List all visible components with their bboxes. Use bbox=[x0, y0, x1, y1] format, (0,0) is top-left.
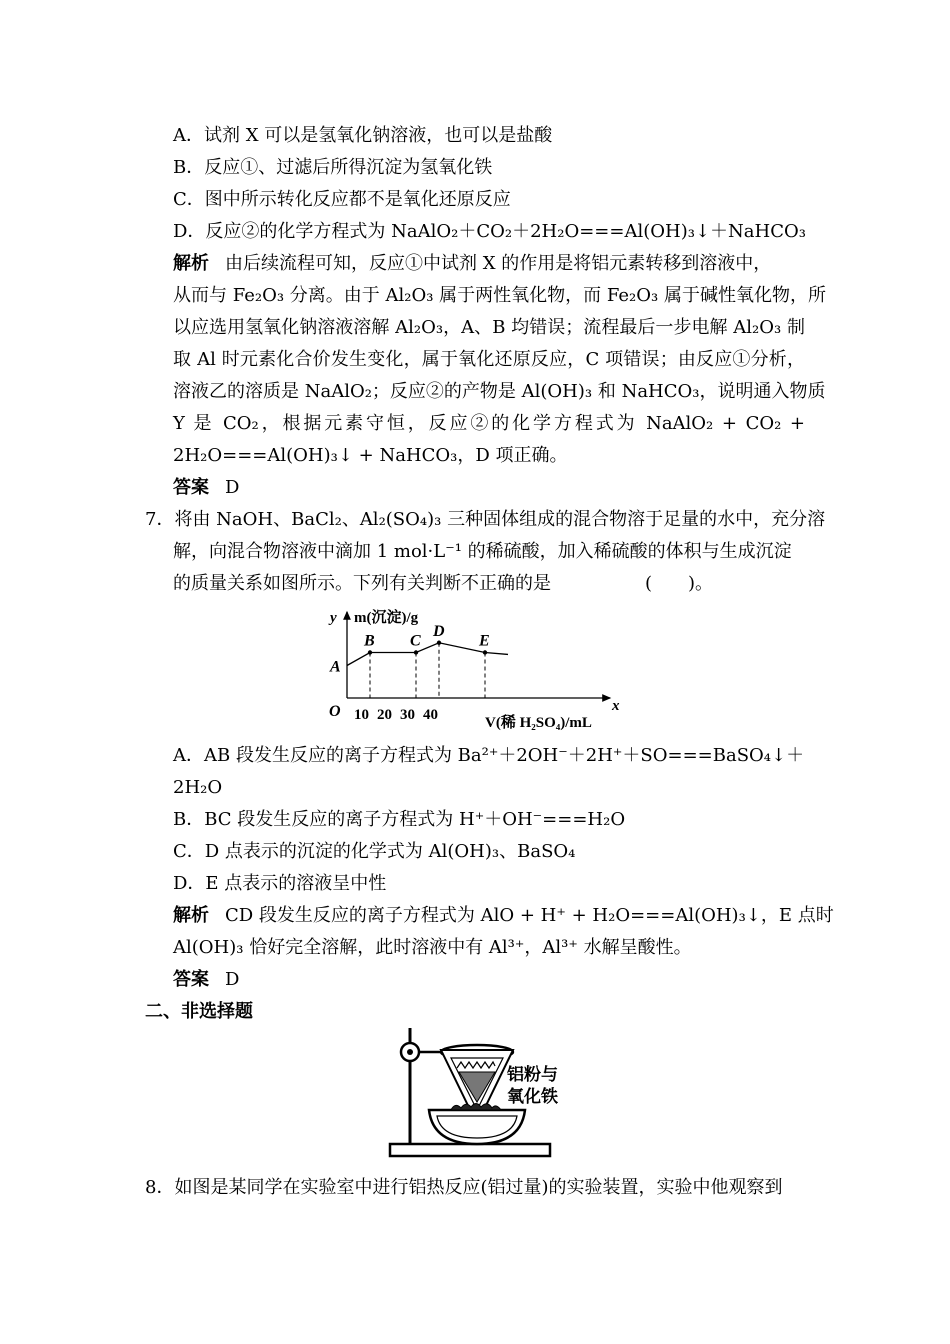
x-axis-label: V(稀 H₂SO₄)/mL bbox=[485, 715, 592, 731]
answer-line bbox=[173, 967, 239, 993]
point-label: B bbox=[364, 632, 375, 650]
option-c: C．图中所示转化反应都不是氧化还原反应 bbox=[173, 189, 511, 210]
data-point bbox=[368, 650, 372, 654]
sand bbox=[451, 1104, 501, 1111]
point-label: C bbox=[410, 632, 421, 650]
apparatus-label: 铝粉与 bbox=[507, 1065, 558, 1084]
point-label: A bbox=[330, 658, 341, 676]
analysis-line: 取 Al 时元素化合价发生变化，属于氧化还原反应，C 项错误；由反应①分析， bbox=[173, 349, 805, 370]
question-8-stem: 8．如图是某同学在实验室中进行铝热反应(铝过量)的实验装置，实验中他观察到 bbox=[145, 1177, 783, 1198]
option-c: C．D 点表示的沉淀的化学式为 Al(OH)₃、BaSO₄ bbox=[173, 841, 576, 862]
option-b: B．反应①、过滤后所得沉淀为氢氧化铁 bbox=[173, 157, 493, 178]
x-tick-label: 20 bbox=[377, 707, 392, 723]
apparatus-label: 氧化铁 bbox=[507, 1087, 558, 1106]
analysis-label: 解析 bbox=[173, 905, 209, 926]
precipitate-chart bbox=[320, 600, 630, 732]
point-label: D bbox=[433, 622, 445, 640]
answer-label: 答案 bbox=[173, 969, 209, 990]
analysis-line bbox=[173, 903, 834, 929]
option-a-cont: 2H₂O bbox=[173, 777, 223, 798]
data-points bbox=[329, 623, 490, 698]
analysis-line: 从而与 Fe₂O₃ 分离。由于 Al₂O₃ 属于两性氧化物，而 Fe₂O₃ 属于碱性氧化物，所 bbox=[173, 285, 826, 306]
x-tick-label: 10 bbox=[354, 707, 369, 723]
thermite-apparatus bbox=[385, 1024, 585, 1164]
option-d: D．E 点表示的溶液呈中性 bbox=[173, 873, 387, 894]
origin-label: O bbox=[329, 703, 341, 720]
answer-line bbox=[173, 475, 239, 501]
answer-bracket: ( )。 bbox=[645, 573, 714, 594]
question-7-stem: 7．将由 NaOH、BaCl₂、Al₂(SO₄)₃ 三种固体组成的混合物溶于足量的水中，充分溶 bbox=[145, 509, 826, 530]
data-point bbox=[437, 641, 441, 645]
analysis-text: 由后续流程可知，反应①中试剂 X 的作用是将铝元素转移到溶液中， bbox=[225, 253, 772, 274]
question-7-stem: 的质量关系如图所示。下列有关判断不正确的是 bbox=[173, 573, 551, 594]
analysis-line: 溶液乙的溶质是 NaAlO₂；反应②的产物是 Al(OH)₃ 和 NaHCO₃，说明通入物质 bbox=[173, 381, 826, 402]
analysis-text: CD 段发生反应的离子方程式为 AlO + H⁺ + H₂O===Al(OH)₃↓，E 点时 bbox=[225, 905, 834, 926]
question-7-stem: 解，向混合物溶液中滴加 1 mol·L⁻¹ 的稀硫酸，加入稀硫酸的体积与生成沉淀 bbox=[173, 541, 792, 562]
point-label: E bbox=[479, 632, 490, 650]
stand-base bbox=[390, 1144, 550, 1156]
option-a: A．试剂 X 可以是氢氧化钠溶液，也可以是盐酸 bbox=[173, 125, 553, 146]
data-point bbox=[483, 650, 487, 654]
y-axis-label: m(沉淀)/g bbox=[354, 610, 419, 626]
evaporating-dish bbox=[429, 1110, 525, 1144]
analysis-line: Al(OH)₃ 恰好完全溶解，此时溶液中有 Al³⁺，Al³⁺ 水解呈酸性。 bbox=[173, 937, 692, 958]
y-axis-letter: y bbox=[330, 610, 337, 626]
section-title: 二、非选择题 bbox=[145, 1001, 253, 1022]
analysis-line: Y 是 CO₂，根据元素守恒，反应②的化学方程式为 NaAlO₂ + CO₂ + bbox=[173, 413, 805, 434]
answer-value: D bbox=[225, 969, 240, 990]
x-tick-label: 40 bbox=[423, 707, 438, 723]
option-d: D．反应②的化学方程式为 NaAlO₂＋CO₂＋2H₂O===Al(OH)₃↓＋NaHCO₃ bbox=[173, 221, 806, 242]
analysis-line bbox=[173, 251, 771, 277]
clamp-boss-center bbox=[407, 1049, 413, 1055]
option-a: A．AB 段发生反应的离子方程式为 Ba²⁺＋2OH⁻＋2H⁺＋SO===BaSO₄↓＋ bbox=[173, 745, 805, 766]
x-tick-label: 30 bbox=[400, 707, 415, 723]
answer-label: 答案 bbox=[173, 477, 209, 498]
analysis-line: 2H₂O===Al(OH)₃↓ + NaHCO₃，D 项正确。 bbox=[173, 445, 568, 466]
x-axis-letter: x bbox=[612, 698, 620, 714]
analysis-line: 以应选用氢氧化钠溶液溶解 Al₂O₃，A、B 均错误；流程最后一步电解 Al₂O₃ 制 bbox=[173, 317, 805, 338]
option-b: B．BC 段发生反应的离子方程式为 H⁺＋OH⁻===H₂O bbox=[173, 809, 626, 830]
analysis-label: 解析 bbox=[173, 253, 209, 274]
data-point bbox=[414, 650, 418, 654]
answer-value: D bbox=[225, 477, 240, 498]
